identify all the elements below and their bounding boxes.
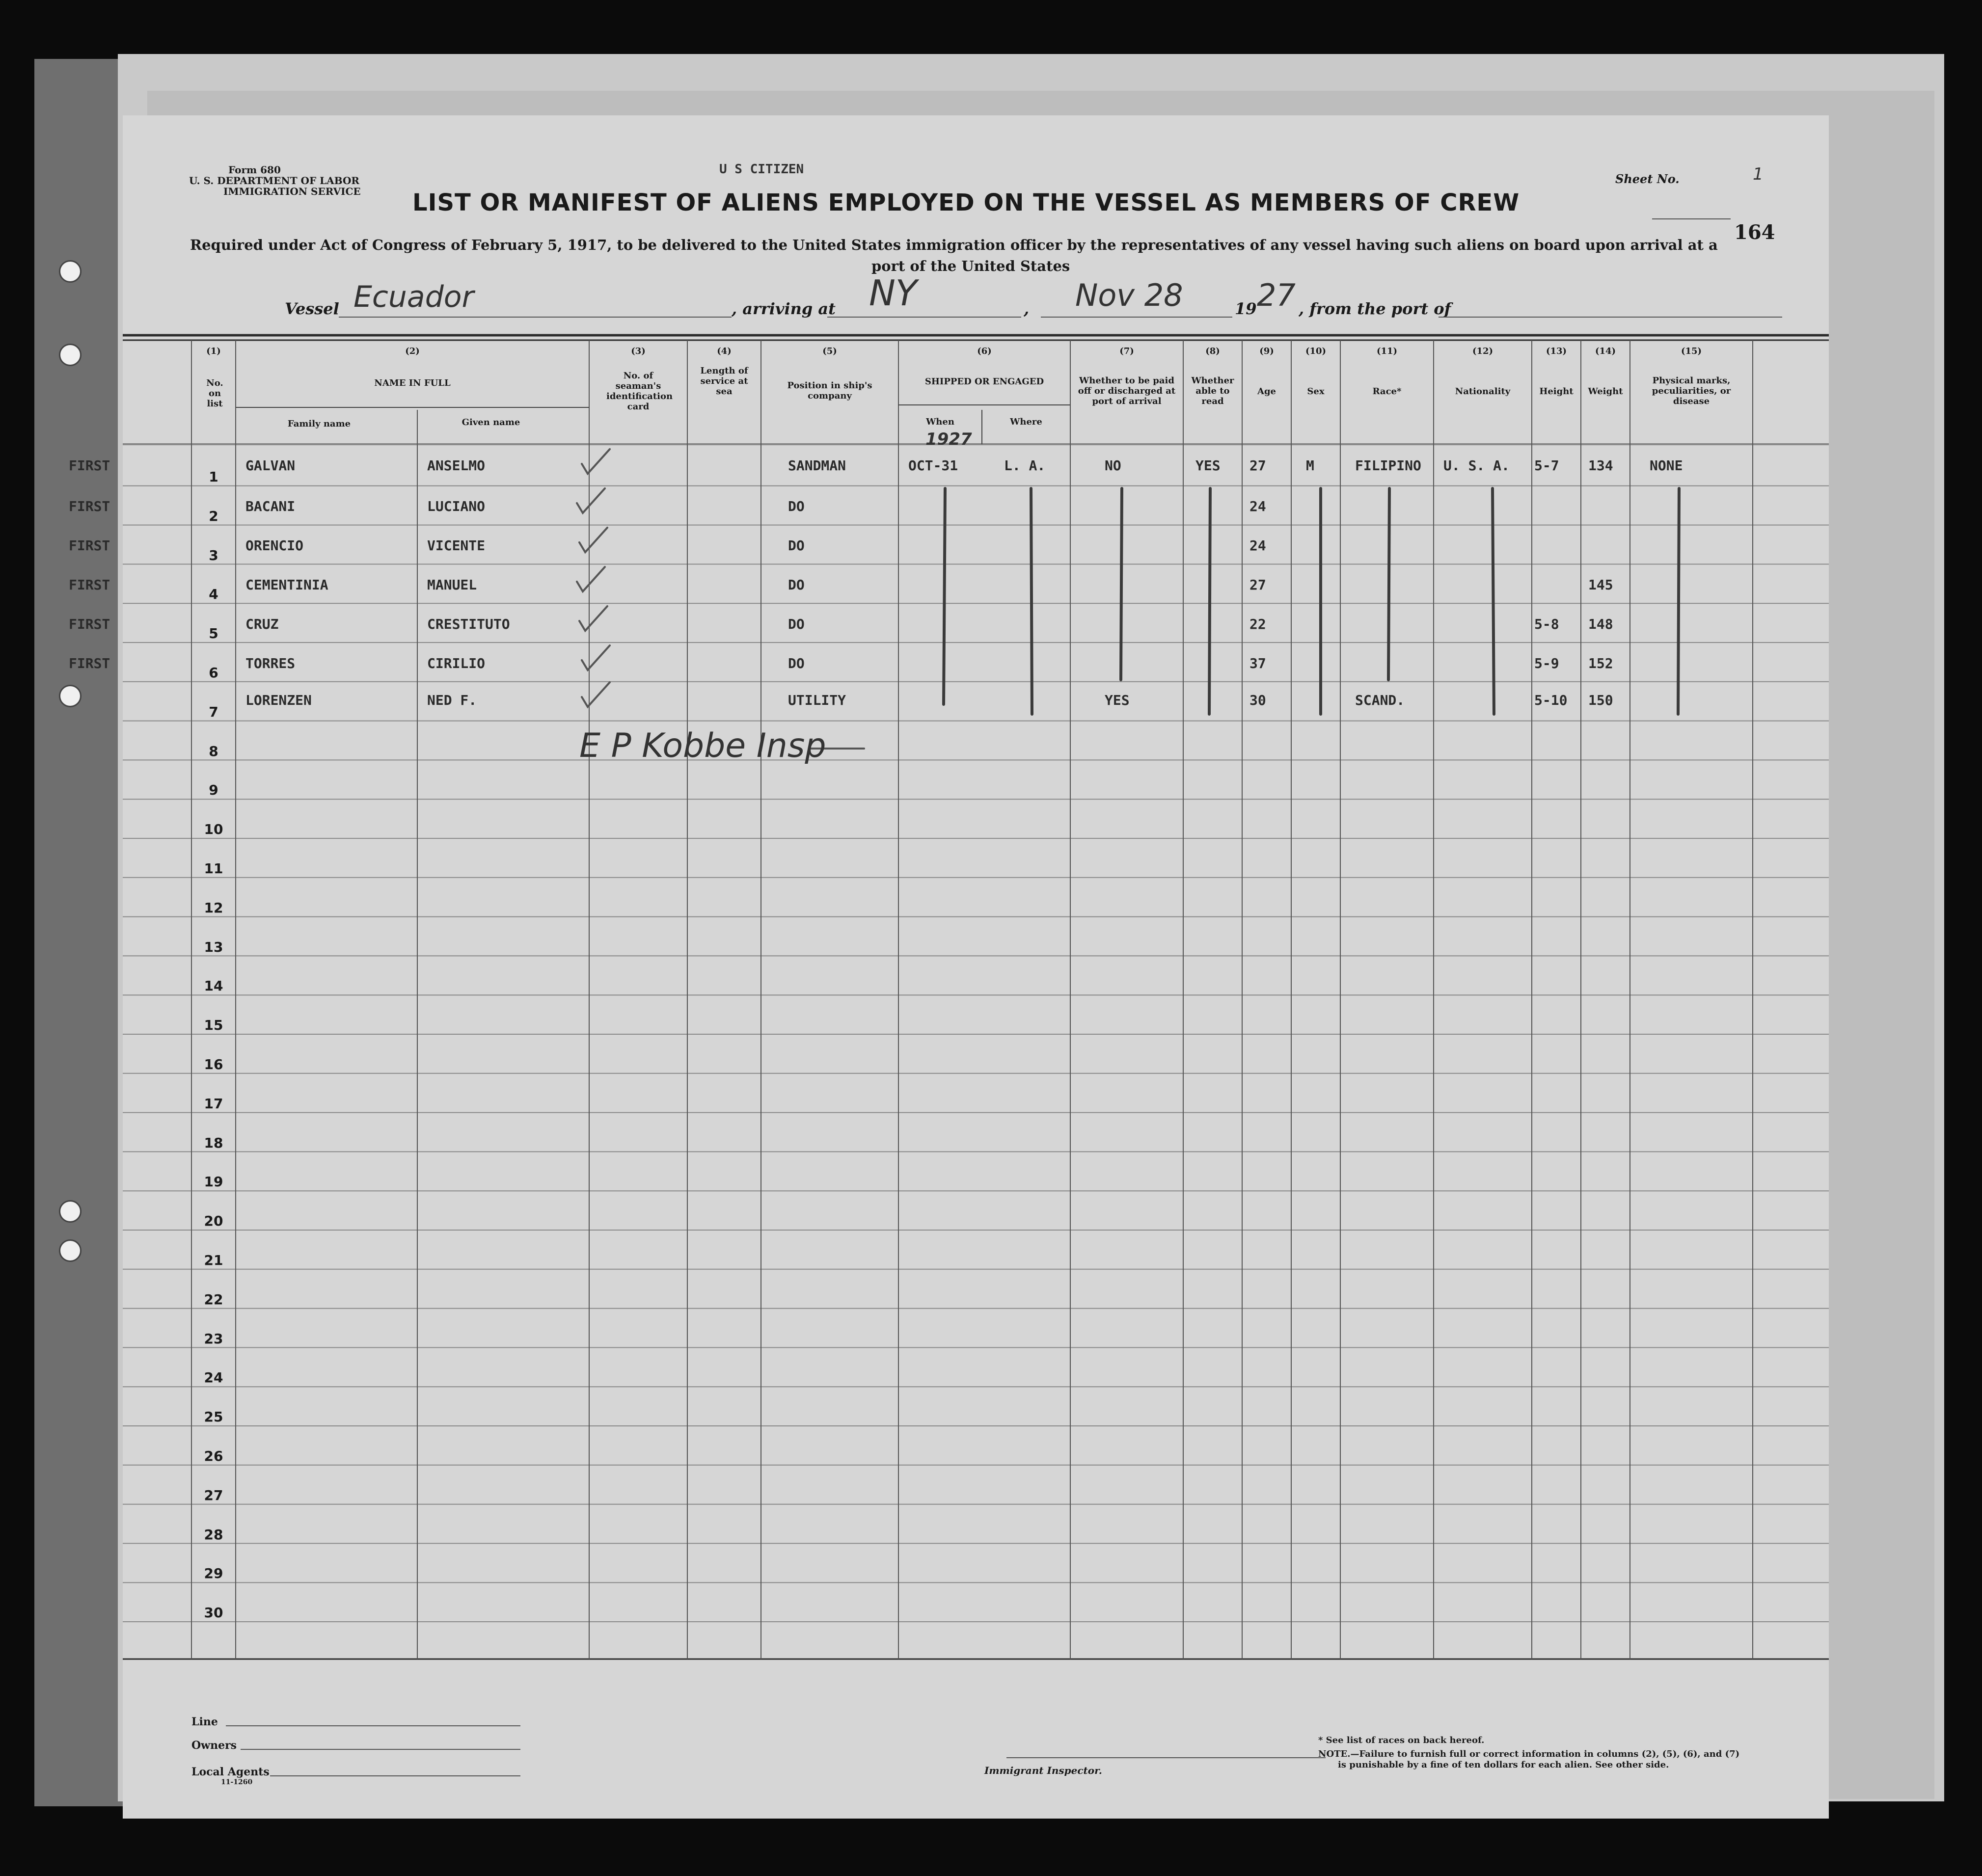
row-number: 4 — [209, 586, 218, 603]
col-head-service: Length of service at sea — [700, 366, 748, 397]
cell-margin: FIRST — [69, 577, 110, 593]
binder-hole — [59, 685, 81, 707]
col-head-no-on-list: No. on list — [206, 378, 223, 409]
binder-hole — [59, 1200, 81, 1223]
col-head-position: Position in ship's company — [787, 380, 872, 401]
cell-age: 27 — [1249, 457, 1266, 474]
col-num-3: (3) — [631, 346, 646, 356]
row-number: 3 — [209, 547, 218, 563]
cell-margin: FIRST — [69, 537, 110, 554]
cell-given: ANSELMO — [427, 457, 486, 474]
col-num-4: (4) — [717, 346, 732, 356]
row-number: 18 — [204, 1134, 223, 1151]
cell-age: 24 — [1249, 537, 1266, 554]
footer-agents-rule — [270, 1775, 520, 1776]
cell-weight: 134 — [1588, 457, 1613, 474]
row-number: 6 — [209, 665, 218, 681]
col-head-when: When — [926, 417, 954, 427]
row-number: 27 — [204, 1487, 223, 1503]
cell-age: 30 — [1249, 692, 1266, 708]
cell-paid-off: YES — [1105, 692, 1130, 708]
row-number: 19 — [204, 1174, 223, 1190]
row-number: 14 — [204, 978, 223, 994]
row-number: 22 — [204, 1291, 223, 1308]
row-number: 25 — [204, 1409, 223, 1425]
cell-given: CIRILIO — [427, 655, 486, 671]
cell-age: 37 — [1249, 655, 1266, 671]
row-number: 29 — [204, 1565, 223, 1582]
cell-when: OCT-31 — [908, 457, 958, 474]
form-subtitle-1: Required under Act of Congress of February 5, 1917, to be delivered to the United States immigration officer by the representatives of any vessel having such aliens on board upon arrival at a — [190, 237, 1718, 253]
cell-margin: FIRST — [69, 616, 110, 632]
cell-where: L. A. — [1004, 457, 1046, 474]
col-num-11: (11) — [1376, 346, 1398, 356]
binder-hole — [59, 344, 81, 366]
col-head-nationality: Nationality — [1455, 386, 1511, 397]
footer-note-2: is punishable by a fine of ten dollars for each alien. See other side. — [1338, 1760, 1669, 1770]
cell-position: DO — [788, 655, 805, 671]
row-number: 7 — [209, 703, 218, 720]
inspector-rule — [1006, 1757, 1326, 1758]
cell-race: SCAND. — [1355, 692, 1405, 708]
inspector-signature: E P Kobbe Insp — [579, 726, 826, 765]
col-num-12: (12) — [1472, 346, 1493, 356]
cell-margin: FIRST — [69, 457, 110, 474]
cell-paid-off: NO — [1105, 457, 1121, 474]
comma: , — [1024, 299, 1030, 318]
row-number: 26 — [204, 1448, 223, 1464]
cell-marks: NONE — [1650, 457, 1683, 474]
arriving-port: NY — [869, 272, 917, 314]
col-num-15: (15) — [1681, 346, 1702, 356]
cell-race: FILIPINO — [1355, 457, 1421, 474]
cell-height: 5-7 — [1534, 457, 1559, 474]
row-number: 21 — [204, 1252, 223, 1268]
row-number: 11 — [204, 860, 223, 877]
form-number: Form 680 — [228, 164, 281, 176]
row-number: 28 — [204, 1526, 223, 1543]
col-head-read: Whether able to read — [1191, 375, 1234, 406]
cell-given: CRESTITUTO — [427, 616, 510, 632]
row-number: 15 — [204, 1017, 223, 1034]
col-head-height: Height — [1539, 386, 1574, 397]
cell-position: SANDMAN — [788, 457, 846, 474]
col-num-1: (1) — [206, 346, 221, 356]
cell-margin: FIRST — [69, 655, 110, 671]
col-num-2: (2) — [405, 346, 420, 356]
cell-weight: 148 — [1588, 616, 1613, 632]
form-title: LIST OR MANIFEST OF ALIENS EMPLOYED ON THE VESSEL AS MEMBERS OF CREW — [412, 189, 1520, 216]
cell-given: LUCIANO — [427, 498, 486, 514]
sheet-label: Sheet No. — [1615, 172, 1680, 186]
col-num-5: (5) — [822, 346, 837, 356]
footer-note-races: * See list of races on back hereof. — [1318, 1735, 1485, 1745]
row-number: 17 — [204, 1095, 223, 1112]
cell-height: 5-8 — [1534, 616, 1559, 632]
cell-position: DO — [788, 498, 805, 514]
cell-position: DO — [788, 537, 805, 554]
col-head-paid-off: Whether to be paid off or discharged at port of arrival — [1078, 375, 1176, 406]
form-subtitle-2: port of the United States — [871, 258, 1070, 274]
cell-age: 24 — [1249, 498, 1266, 514]
col-head-race: Race* — [1372, 386, 1402, 397]
footer-print-code: 11-1260 — [221, 1778, 253, 1786]
cell-given: NED F. — [427, 692, 477, 708]
cell-given: MANUEL — [427, 577, 477, 593]
footer-owners-rule — [241, 1749, 520, 1750]
col-head-weight: Weight — [1588, 386, 1623, 397]
page-number: 164 — [1734, 221, 1775, 244]
row-number: 10 — [204, 821, 223, 838]
citizen-stamp: U S CITIZEN — [719, 162, 804, 177]
arrival-date: Nov 28 — [1075, 277, 1183, 313]
cell-weight: 152 — [1588, 655, 1613, 671]
cell-family: CEMENTINIA — [245, 577, 328, 593]
cell-margin: FIRST — [69, 498, 110, 514]
cell-height: 5-10 — [1534, 692, 1568, 708]
cell-family: GALVAN — [245, 457, 296, 474]
footer-inspector-label: Immigrant Inspector. — [984, 1765, 1102, 1776]
cell-age: 22 — [1249, 616, 1266, 632]
col-head-where: Where — [1010, 417, 1042, 427]
col-head-given: Given name — [462, 417, 520, 428]
row-number: 8 — [209, 743, 218, 759]
row-number: 24 — [204, 1369, 223, 1386]
row-number: 13 — [204, 938, 223, 955]
vessel-label: Vessel — [285, 299, 339, 318]
cell-family: CRUZ — [245, 616, 279, 632]
row-number: 2 — [209, 508, 218, 524]
cell-weight: 145 — [1588, 577, 1613, 593]
col-num-14: (14) — [1595, 346, 1616, 356]
col-num-10: (10) — [1305, 346, 1327, 356]
sheet-number: 1 — [1753, 164, 1764, 184]
col-head-family: Family name — [287, 419, 351, 429]
cell-height: 5-9 — [1534, 655, 1559, 671]
col-num-6: (6) — [977, 346, 992, 356]
arrival-year: 27 — [1257, 277, 1296, 313]
col-head-sex: Sex — [1307, 386, 1325, 397]
from-port-label: , from the port of — [1299, 299, 1451, 318]
footer-owners-label: Owners — [191, 1739, 237, 1752]
cell-age: 27 — [1249, 577, 1266, 593]
footer-agents-label: Local Agents — [191, 1766, 270, 1778]
row-number: 16 — [204, 1056, 223, 1072]
year-prefix: 19 — [1235, 299, 1257, 318]
row-number: 1 — [209, 469, 218, 485]
shipped-year: 1927 — [925, 429, 972, 449]
row-number: 23 — [204, 1330, 223, 1347]
cell-nationality: U. S. A. — [1443, 457, 1510, 474]
col-num-8: (8) — [1205, 346, 1220, 356]
manifest-form — [69, 115, 1829, 1819]
cell-position: DO — [788, 616, 805, 632]
cell-family: LORENZEN — [245, 692, 312, 708]
row-number: 20 — [204, 1213, 223, 1230]
binder-hole — [59, 260, 81, 283]
cell-family: BACANI — [245, 498, 296, 514]
arriving-label: , arriving at — [732, 299, 836, 318]
col-head-physical: Physical marks, peculiarities, or disease — [1652, 375, 1731, 406]
department: U. S. DEPARTMENT OF LABOR — [189, 175, 360, 187]
footer-note-1: NOTE.—Failure to furnish full or correct information in columns (2), (5), (6), and (7) — [1318, 1749, 1740, 1759]
footer-line-label: Line — [191, 1715, 218, 1728]
vessel-name: Ecuador — [353, 280, 474, 314]
row-number: 5 — [209, 625, 218, 642]
cell-given: VICENTE — [427, 537, 486, 554]
col-head-age: Age — [1257, 386, 1276, 397]
col-num-7: (7) — [1119, 346, 1134, 356]
cell-weight: 150 — [1588, 692, 1613, 708]
col-head-shipped: SHIPPED OR ENGAGED — [924, 376, 1044, 387]
footer-line-rule — [226, 1725, 520, 1726]
row-number: 30 — [204, 1605, 223, 1621]
ditto-marks — [123, 115, 1829, 1819]
binder-hole — [59, 1239, 81, 1262]
row-number: 12 — [204, 899, 223, 916]
cell-family: TORRES — [245, 655, 296, 671]
cell-position: DO — [788, 577, 805, 593]
col-head-name: NAME IN FULL — [374, 378, 451, 388]
service: IMMIGRATION SERVICE — [223, 186, 361, 197]
cell-read: YES — [1195, 457, 1221, 474]
cell-family: ORENCIO — [245, 537, 304, 554]
col-num-9: (9) — [1259, 346, 1274, 356]
cell-sex: M — [1306, 457, 1314, 474]
col-num-13: (13) — [1546, 346, 1567, 356]
cell-position: UTILITY — [788, 692, 846, 708]
col-head-id-card: No. of seaman's identification card — [606, 371, 673, 412]
row-number: 9 — [209, 782, 218, 799]
